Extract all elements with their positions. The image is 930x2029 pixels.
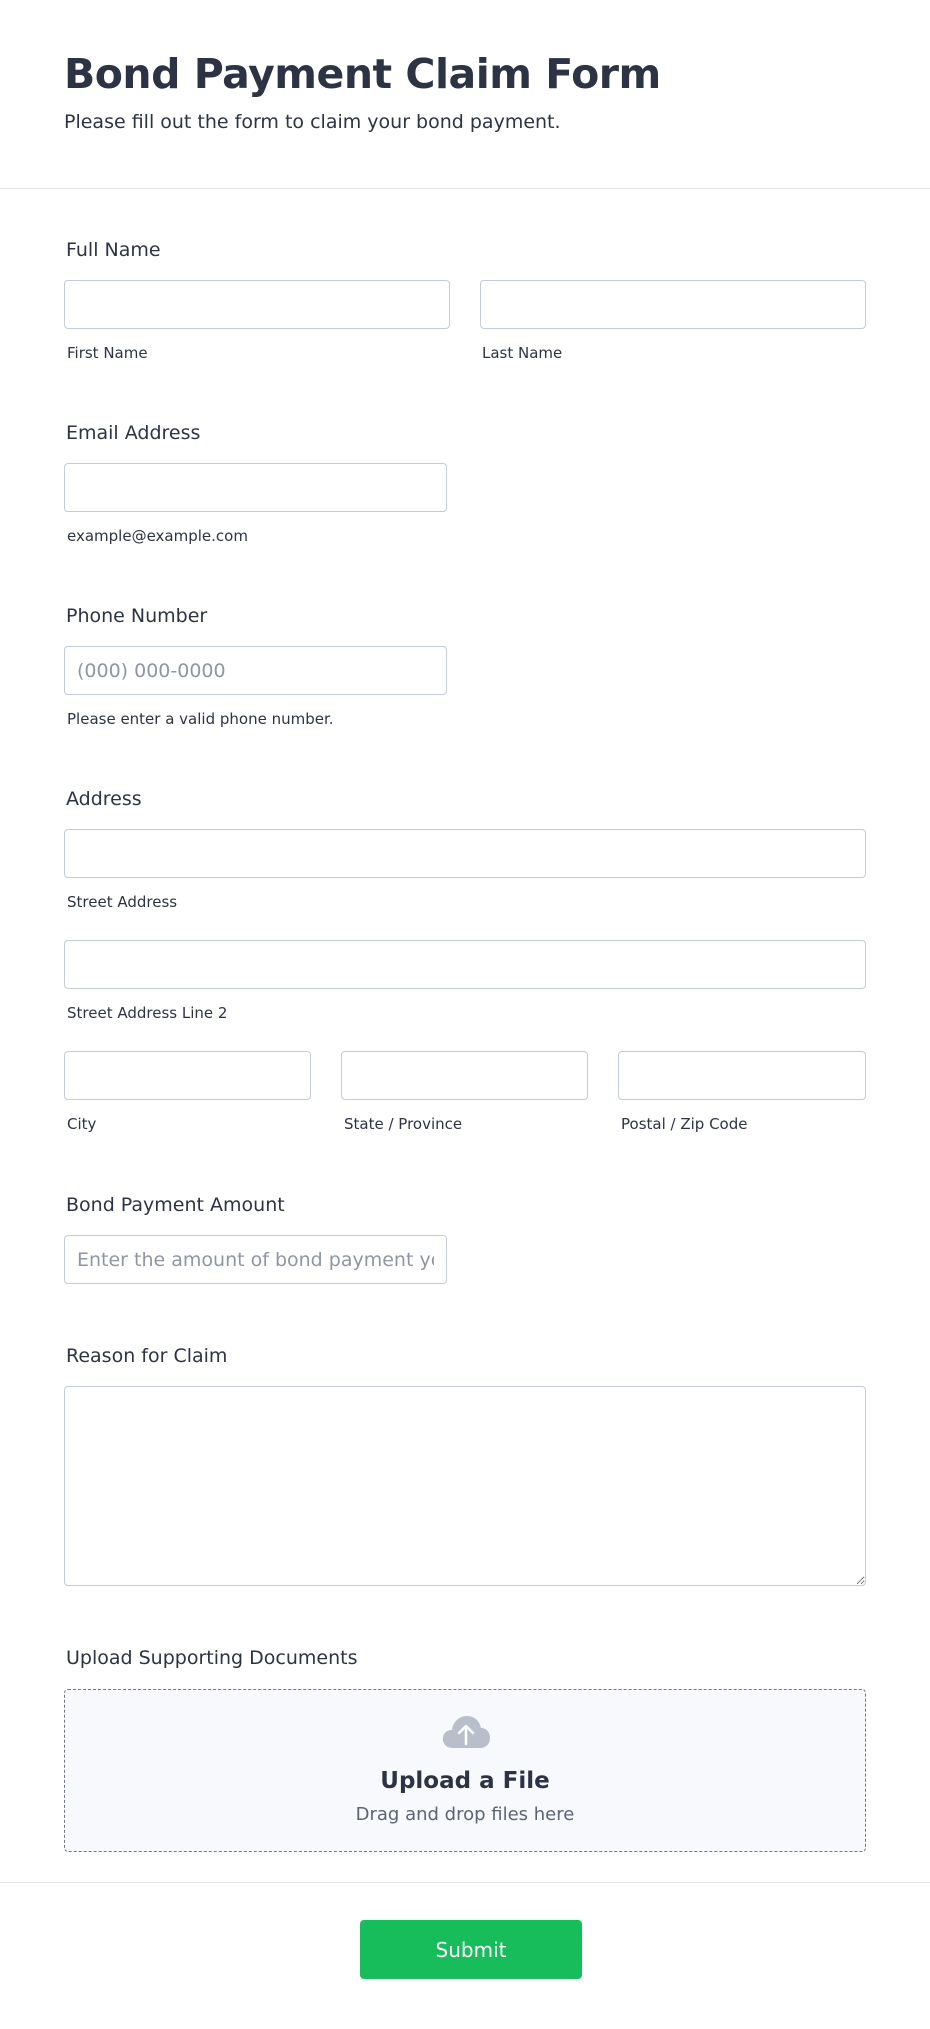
postal-zip-input[interactable]	[618, 1051, 866, 1100]
upload-title: Upload a File	[380, 1768, 550, 1794]
street-address-input[interactable]	[64, 829, 866, 878]
email-field[interactable]	[64, 463, 447, 512]
upload-subtitle: Drag and drop files here	[355, 1804, 575, 1825]
phone-sublabel: Please enter a valid phone number.	[67, 710, 334, 728]
form-header	[0, 0, 930, 189]
street-address-line2-input[interactable]	[64, 940, 866, 989]
page-subtitle: Please fill out the form to claim your bond payment.	[64, 111, 561, 133]
last-name-sublabel: Last Name	[482, 344, 563, 362]
cloud-upload-icon	[441, 1714, 491, 1750]
phone-input[interactable]	[64, 646, 447, 695]
email-sublabel: example@example.com	[67, 527, 248, 545]
street-address-line2-sublabel: Street Address Line 2	[67, 1004, 228, 1022]
city-sublabel: City	[67, 1115, 97, 1133]
city-input[interactable]	[64, 1051, 311, 1100]
phone-label: Phone Number	[66, 605, 208, 627]
bond-amount-label: Bond Payment Amount	[66, 1194, 285, 1216]
reason-label: Reason for Claim	[66, 1345, 228, 1367]
postal-zip-sublabel: Postal / Zip Code	[621, 1115, 748, 1133]
first-name-input[interactable]	[64, 280, 450, 329]
street-address-sublabel: Street Address	[67, 893, 178, 911]
footer-divider	[0, 1882, 930, 1883]
file-upload-dropzone[interactable]	[64, 1689, 866, 1852]
reason-textarea[interactable]	[64, 1386, 866, 1586]
first-name-sublabel: First Name	[67, 344, 148, 362]
last-name-input[interactable]	[480, 280, 866, 329]
email-label: Email Address	[66, 422, 201, 444]
submit-button[interactable]: Submit	[360, 1920, 582, 1979]
upload-label: Upload Supporting Documents	[66, 1647, 358, 1669]
full-name-label: Full Name	[66, 239, 161, 261]
state-province-input[interactable]	[341, 1051, 588, 1100]
address-label: Address	[66, 788, 142, 810]
state-province-sublabel: State / Province	[344, 1115, 463, 1133]
bond-amount-input[interactable]	[64, 1235, 447, 1284]
page-title: Bond Payment Claim Form	[64, 50, 661, 98]
